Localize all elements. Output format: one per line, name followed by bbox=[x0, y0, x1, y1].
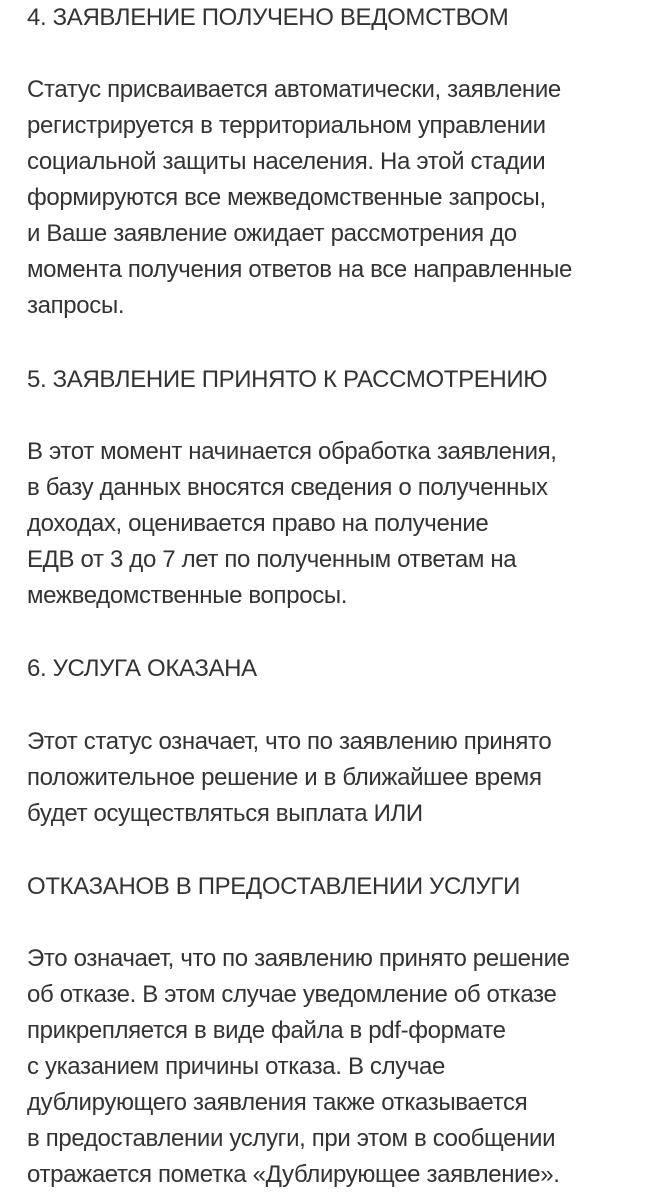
section-5-paragraph-line: межведомственные вопросы. bbox=[27, 582, 348, 609]
section-4-paragraph-line: момента получения ответов на все направленные bbox=[27, 256, 572, 283]
section-5-paragraph-line: доходах, оценивается право на получение bbox=[27, 510, 489, 537]
section-4-paragraph-line: формируются все межведомственные запросы, bbox=[27, 184, 546, 211]
section-4-paragraph-line: Статус присваивается автоматически, заявление bbox=[27, 76, 561, 103]
section-6-paragraph-line: положительное решение и в ближайшее время bbox=[27, 764, 542, 791]
section-4-heading: 4. ЗАЯВЛЕНИЕ ПОЛУЧЕНО ВЕДОМСТВОМ bbox=[27, 4, 509, 31]
refusal-paragraph-line: прикрепляется в виде файла в pdf-формате bbox=[27, 1017, 506, 1044]
section-4-paragraph-line: и Ваше заявление ожидает рассмотрения до bbox=[27, 220, 517, 247]
section-4-paragraph-line: запросы. bbox=[27, 292, 125, 319]
section-5-paragraph-line: ЕДВ от 3 до 7 лет по полученным ответам на bbox=[27, 546, 517, 573]
section-4-paragraph-line: регистрируется в территориальном управлении bbox=[27, 112, 546, 139]
section-5-paragraph-line: В этот момент начинается обработка заявления, bbox=[27, 438, 557, 465]
refusal-paragraph-line: об отказе. В этом случае уведомление об отказе bbox=[27, 981, 557, 1008]
section-6-paragraph-line: Этот статус означает, что по заявлению принято bbox=[27, 728, 552, 755]
section-5-heading: 5. ЗАЯВЛЕНИЕ ПРИНЯТО К РАССМОТРЕНИЮ bbox=[27, 366, 548, 393]
refusal-heading: ОТКАЗАНОВ В ПРЕДОСТАВЛЕНИИ УСЛУГИ bbox=[27, 873, 520, 900]
section-4-paragraph-line: социальной защиты населения. На этой стадии bbox=[27, 148, 546, 175]
section-6-paragraph-line: будет осуществляться выплата ИЛИ bbox=[27, 800, 423, 827]
section-6-heading: 6. УСЛУГА ОКАЗАНА bbox=[27, 655, 257, 682]
refusal-paragraph-line: в предоставлении услуги, при этом в сообщении bbox=[27, 1125, 556, 1152]
refusal-paragraph-line: с указанием причины отказа. В случае bbox=[27, 1053, 446, 1080]
section-5-paragraph-line: в базу данных вносятся сведения о полученных bbox=[27, 474, 548, 501]
refusal-paragraph-line: отражается пометка «Дублирующее заявление». bbox=[27, 1161, 560, 1188]
refusal-paragraph-line: дублирующего заявления также отказывается bbox=[27, 1089, 528, 1116]
refusal-paragraph-line: Это означает, что по заявлению принято решение bbox=[27, 945, 570, 972]
